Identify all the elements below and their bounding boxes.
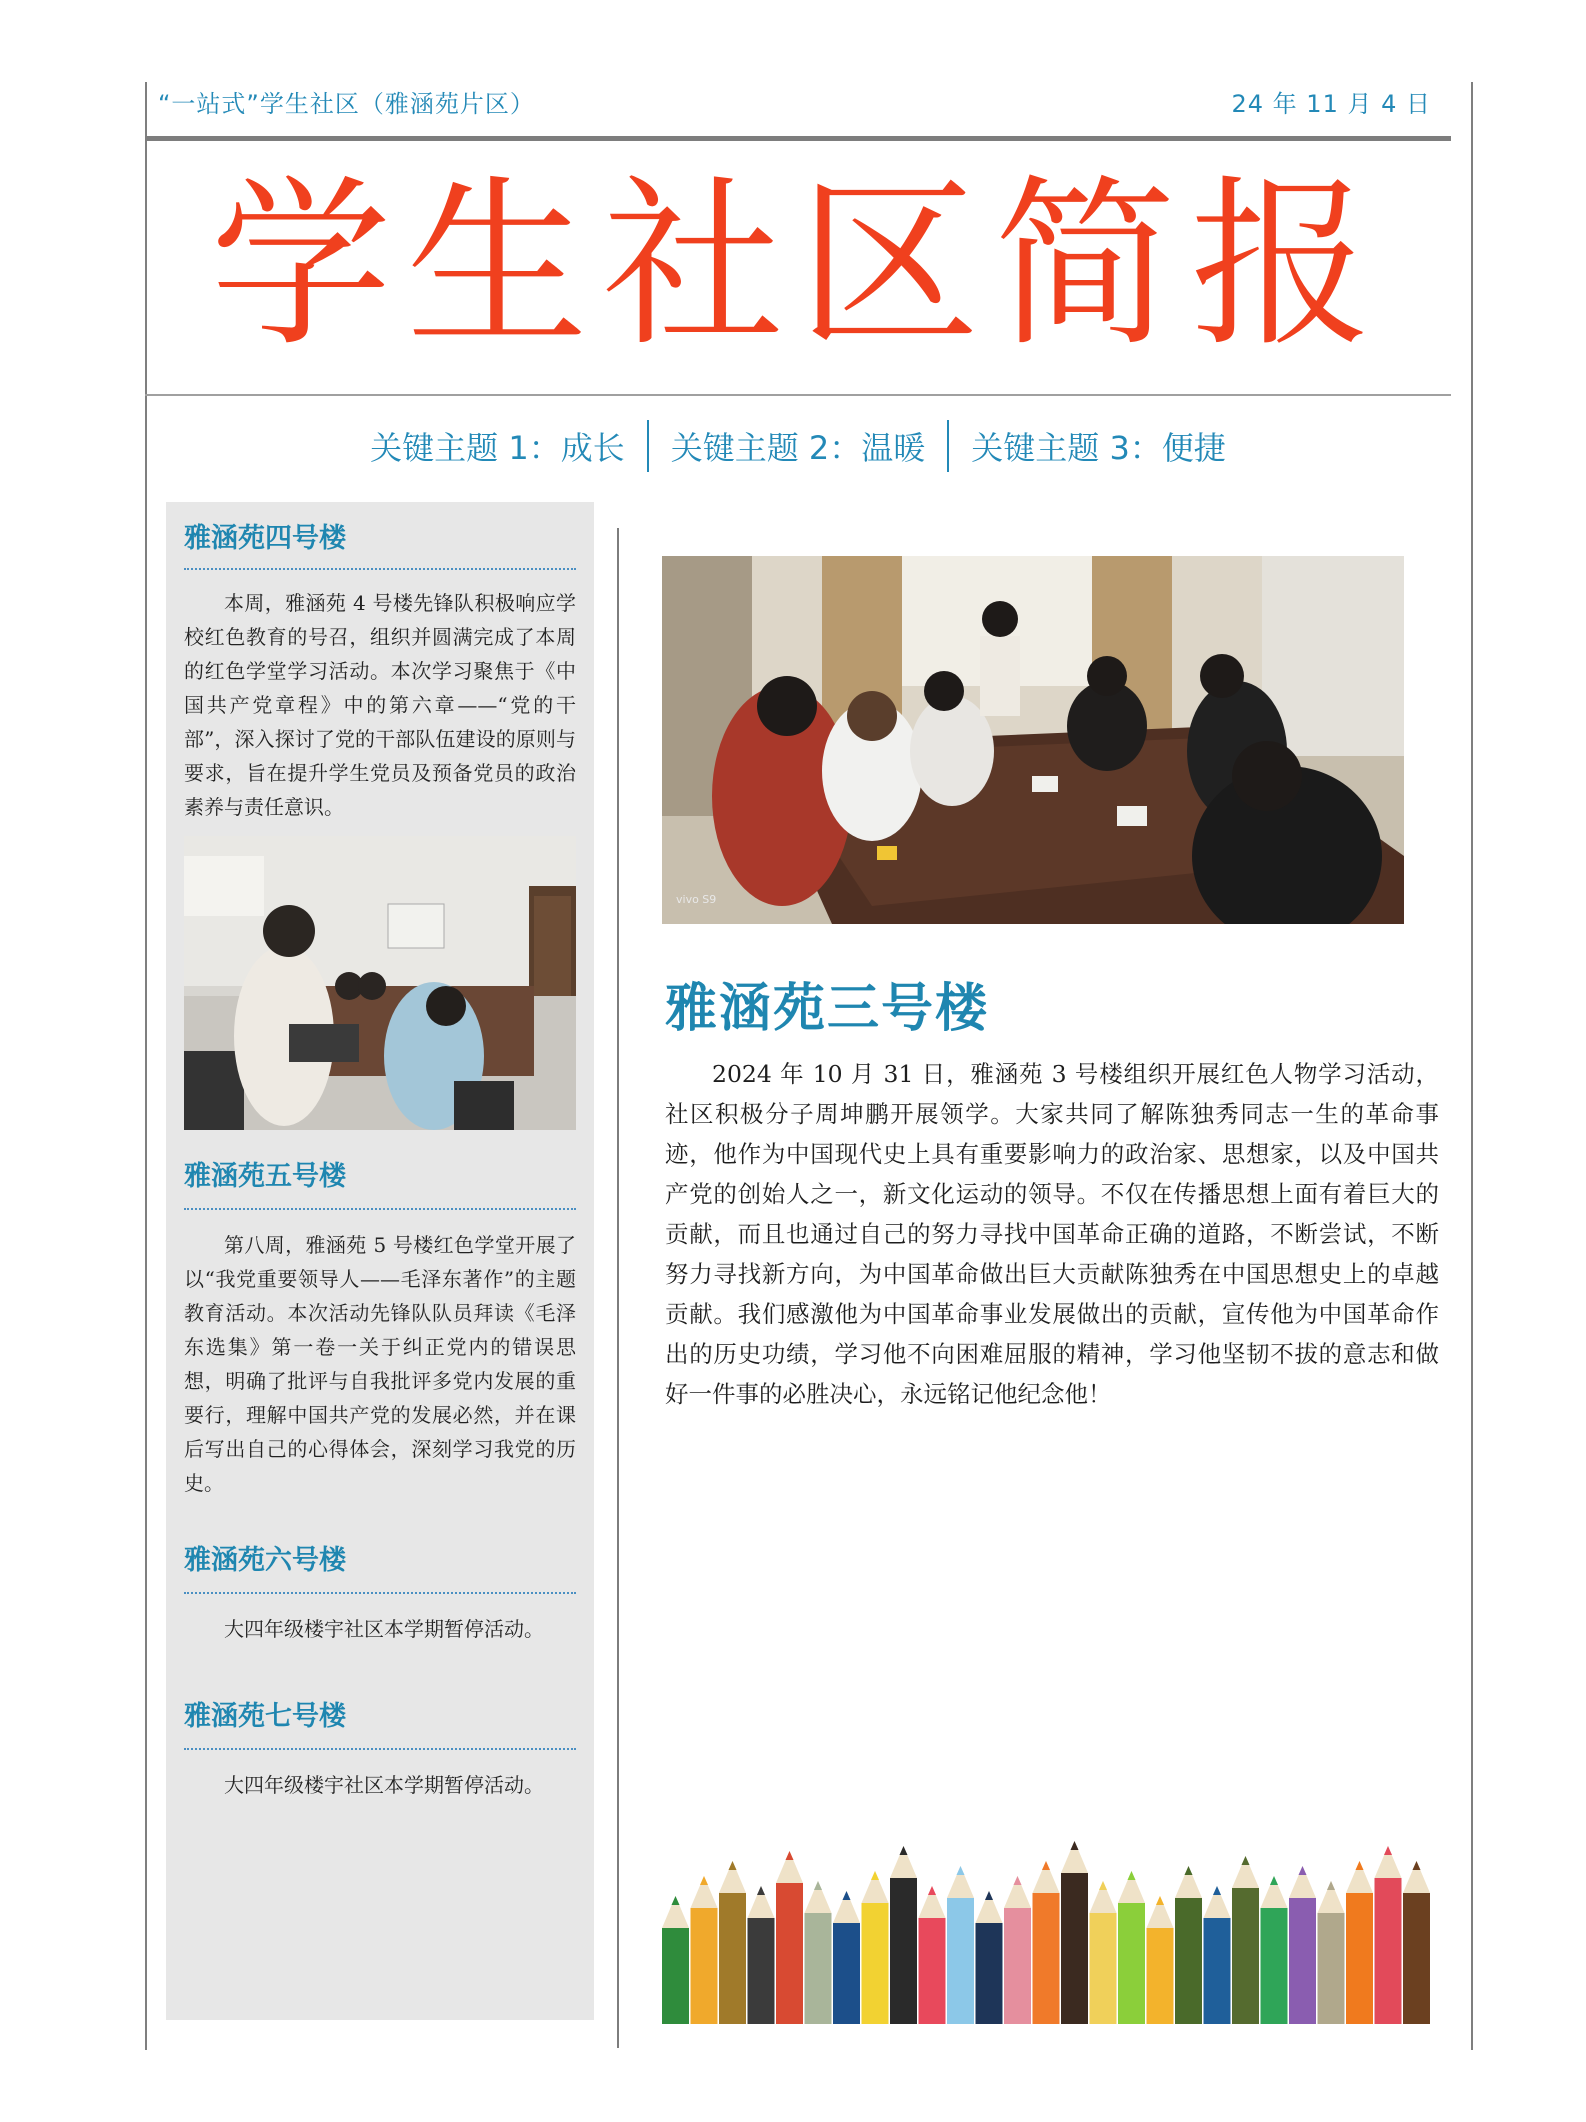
pencil-body (662, 1928, 689, 2024)
page-right-border (1471, 82, 1473, 2050)
pencil-body (1061, 1873, 1088, 2024)
masthead-rule (145, 394, 1451, 396)
pencil-lead (757, 1886, 765, 1895)
colored-pencils-decoration (660, 1836, 1440, 2024)
pencil-lead (1042, 1861, 1050, 1870)
article-title-building-3: 雅涵苑三号楼 (665, 978, 990, 1039)
pencil-lead (843, 1891, 851, 1900)
issue-date: 24 年 11 月 4 日 (1231, 90, 1431, 118)
pencil-lead (1128, 1871, 1136, 1880)
pencil-lead (1213, 1886, 1221, 1895)
section-title-building-7: 雅涵苑七号楼 (184, 1701, 346, 1732)
pencil-body (1403, 1893, 1430, 2024)
pencil-body (1232, 1888, 1259, 2024)
pencil-body (1004, 1908, 1031, 2024)
pencil-lead (1185, 1866, 1193, 1875)
pencil-body (1175, 1898, 1202, 2024)
section-divider (184, 1592, 576, 1594)
pencil-lead (700, 1876, 708, 1885)
pencil-lead (814, 1881, 822, 1890)
column-divider (617, 528, 619, 2048)
pencil-body (890, 1878, 917, 2024)
section-title-building-4: 雅涵苑四号楼 (184, 523, 346, 554)
section-divider (184, 1748, 576, 1750)
pencil-body (1033, 1893, 1060, 2024)
photo-meeting-table (662, 556, 1404, 924)
pencils-svg (660, 1836, 1440, 2024)
pencil-lead (1242, 1856, 1250, 1865)
sidebar (166, 502, 594, 2020)
pencil-body (1147, 1928, 1174, 2024)
pencil-body (1289, 1898, 1316, 2024)
pencil-lead (928, 1886, 936, 1895)
pencil-body (862, 1903, 889, 2024)
section-divider (184, 568, 576, 570)
section-text-building-4: 本周，雅涵苑 4 号楼先锋队积极响应学校红色教育的号召，组织并圆满完成了本周的红色学堂学习活动。本次学习聚焦于《中国共产党章程》中的第六章——“党的干部”，深入探讨了党的干部队伍建设的原则与要求，旨在提升学生党员及预备党员的政治素养与责任意识。 (184, 591, 576, 819)
pencil-body (1204, 1918, 1231, 2024)
pencil-body (1090, 1913, 1117, 2024)
pencil-body (947, 1898, 974, 2024)
pencil-lead (786, 1851, 794, 1860)
pencil-lead (1014, 1876, 1022, 1885)
pencil-lead (871, 1871, 879, 1880)
masthead-title: 学生社区简报 (210, 159, 1386, 371)
section-title-building-6: 雅涵苑六号楼 (184, 1545, 346, 1576)
pencil-lead (729, 1861, 737, 1870)
key-themes-bar (145, 418, 1451, 474)
section-text-building-7: 大四年级楼宇社区本学期暂停活动。 (224, 1773, 544, 1797)
theme-2: 关键主题 2：温暖 (670, 429, 926, 467)
pencil-lead (1270, 1876, 1278, 1885)
pencil-body (719, 1893, 746, 2024)
pencil-body (805, 1913, 832, 2024)
pencil-body (776, 1883, 803, 2024)
pencil-body (691, 1908, 718, 2024)
article-text-building-3: 2024 年 10 月 31 日，雅涵苑 3 号楼组织开展红色人物学习活动，社区积极分子周坤鹏开展领学。大家共同了解陈独秀同志一生的革命事迹，他作为中国现代史上具有重要影响力的政治家、思想家，以及中国共产党的创始人之一，新文化运动的领导。不仅在传播思想上面有着巨大的贡献，而且也通过自己的努力寻找中国革命正确的道路，不断尝试，不断努力寻找新方向，为中国革命做出巨大贡献陈独秀在中国思想史上的卓越贡献。我们感激他为中国革命事业发展做出的贡献，宣传他为中国革命作出的历史功绩，学习他不向困难屈服的精神，学习他坚韧不拔的意志和做好一件事的必胜决心，永远铭记他纪念他！ (665, 1060, 1439, 1408)
pencil-lead (1327, 1881, 1335, 1890)
pencil-lead (900, 1846, 908, 1855)
pencil-lead (1413, 1861, 1421, 1870)
pencil-body (1261, 1908, 1288, 2024)
pencil-body (919, 1918, 946, 2024)
pencil-body (976, 1923, 1003, 2024)
pencil-lead (1384, 1846, 1392, 1855)
pencil-lead (1099, 1881, 1107, 1890)
pencil-lead (672, 1896, 680, 1905)
section-divider (184, 1208, 576, 1210)
pencil-body (1318, 1913, 1345, 2024)
theme-3: 关键主题 3：便捷 (971, 429, 1226, 467)
pencil-body (748, 1918, 775, 2024)
header-rule (145, 136, 1451, 141)
section-text-building-6: 大四年级楼宇社区本学期暂停活动。 (224, 1617, 544, 1641)
pencil-lead (1156, 1896, 1164, 1905)
photo-watermark: vivo S9 (676, 893, 717, 906)
page-left-border (145, 82, 147, 2050)
photo-study-room (184, 836, 576, 1130)
pencil-body (1118, 1903, 1145, 2024)
pencil-body (1346, 1893, 1373, 2024)
section-title-building-5: 雅涵苑五号楼 (184, 1161, 346, 1192)
pencil-lead (1299, 1866, 1307, 1875)
pencil-lead (1071, 1841, 1079, 1850)
pencil-lead (1356, 1861, 1364, 1870)
community-name: “一站式”学生社区（雅涵苑片区） (158, 90, 535, 118)
pencil-body (1375, 1878, 1402, 2024)
pencil-lead (957, 1866, 965, 1875)
pencil-lead (985, 1891, 993, 1900)
theme-1: 关键主题 1：成长 (370, 429, 625, 467)
pencil-body (833, 1923, 860, 2024)
section-text-building-5: 第八周，雅涵苑 5 号楼红色学堂开展了以“我党重要领导人——毛泽东著作”的主题教育活动。本次活动先锋队队员拜读《毛泽东选集》第一卷一关于纠正党内的错误思想，明确了批评与自我批评多党内发展的重要行，理解中国共产党的发展必然，并在课后写出自己的心得体会，深刻学习我党的历史。 (184, 1233, 576, 1495)
